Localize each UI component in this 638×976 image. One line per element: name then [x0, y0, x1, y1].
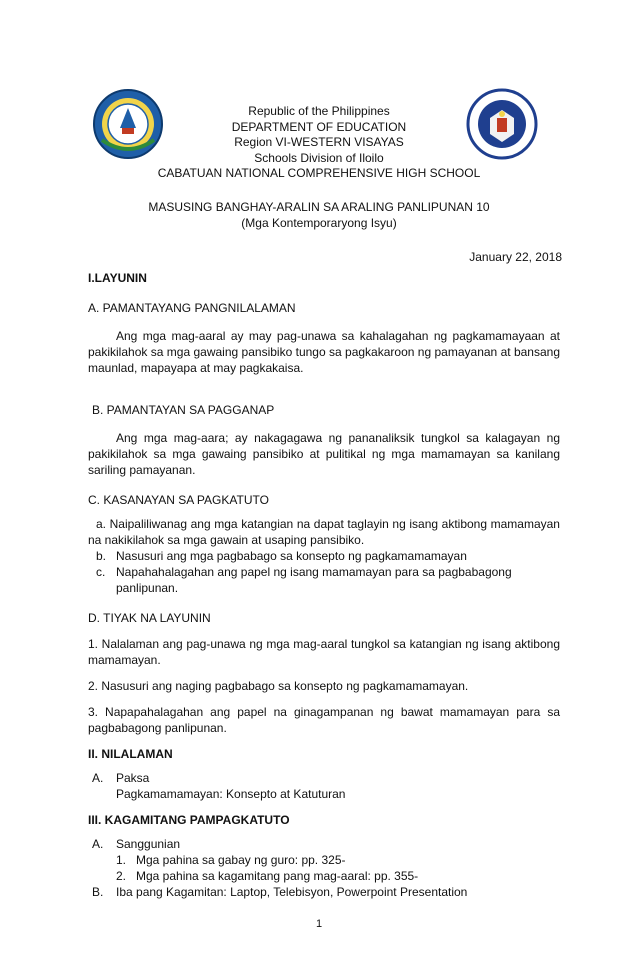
- sanggunian-content: [116, 836, 418, 884]
- list-text: Naipaliliwanag ang mga katangian na dapat taglayin ng isang aktibong mamamayan na nakikilahok sa mga gawain at usaping pansibiko.: [88, 517, 560, 547]
- list-marker: 2.: [116, 869, 127, 883]
- subsection-b-text: Ang mga mag-aara; ay nakagagawa ng pananaliksik tungkol sa kalagayan ng pakikilahok sa mga gawaing pansibiko at pulitikal ng mga mamamayan sa kanilang sariling pamayanan.: [88, 431, 560, 477]
- list-text: Iba pang Kagamitan: Laptop, Telebisyon, Powerpoint Presentation: [116, 885, 468, 899]
- subsection-a-heading: A. PAMANTAYANG PANGNILALAMAN: [88, 301, 296, 315]
- header-department: DEPARTMENT OF EDUCATION: [231, 119, 407, 134]
- list-marker: A.: [92, 837, 104, 851]
- list-marker: A.: [92, 771, 104, 785]
- layunin-item-2: 2. Nasusuri ang naging pagbabago sa konsepto ng pagkamamamayan.: [88, 679, 469, 693]
- subsection-b-heading: B. PAMANTAYAN SA PAGGANAP: [92, 403, 275, 417]
- kasanayan-item: [96, 564, 560, 596]
- list-text: Nasusuri ang mga pagbabago sa konsepto ng pagkamamamayan: [116, 549, 467, 563]
- list-text: Mga pahina sa gabay ng guro: pp. 325-: [136, 853, 346, 867]
- page-number: 1: [315, 918, 323, 930]
- list-marker: b.: [96, 549, 107, 563]
- document-title: [0, 200, 638, 231]
- section-layunin-heading: I.LAYUNIN: [88, 271, 147, 285]
- paksa-item: [92, 770, 560, 802]
- title-main: MASUSING BANGHAY-ARALIN SA ARALING PANLIPUNAN 10: [148, 200, 490, 214]
- sanggunian-item: [92, 836, 560, 884]
- paksa-content: [116, 770, 345, 802]
- header-school: CABATUAN NATIONAL COMPREHENSIVE HIGH SCHOOL: [157, 166, 481, 180]
- header-division: Schools Division of Iloilo: [254, 150, 384, 165]
- list-text: Napahahalagahan ang papel ng isang mamamayan para sa pagbabagong panlipunan.: [116, 565, 512, 595]
- header-region: Region VI-WESTERN VISAYAS: [234, 135, 404, 149]
- kasanayan-item: [88, 516, 560, 548]
- kasanayan-list: [88, 516, 560, 596]
- sanggunian-label: Sanggunian: [116, 837, 181, 851]
- subsection-a-text: Ang mga mag-aaral ay may pag-unawa sa kahalagahan ng pagkamamayaan at pakikilahok sa mga gawaing pansibiko tungo sa pagkakaroon ng pamayanan at bansang maunlad, mapayapa at may pagkakaisa.: [88, 329, 560, 375]
- list-text: Mga pahina sa kagamitang pang mag-aaral: pp. 355-: [136, 869, 419, 883]
- list-marker: B.: [92, 885, 104, 899]
- iba-pang-kagamitan-item: [92, 884, 560, 900]
- subsection-c-heading: C. KASANAYAN SA PAGKATUTO: [88, 493, 269, 507]
- sanggunian-subitem: [116, 852, 418, 868]
- sanggunian-subitem: [116, 868, 418, 884]
- header-republic: Republic of the Philippines: [248, 104, 390, 118]
- document-date: January 22, 2018: [469, 250, 562, 264]
- kasanayan-item: [96, 548, 560, 564]
- section-kagamitan-heading: III. KAGAMITANG PAMPAGKATUTO: [88, 813, 290, 827]
- paksa-label: Paksa: [116, 771, 150, 785]
- section-nilalaman-heading: II. NILALAMAN: [88, 747, 173, 761]
- title-sub: (Mga Kontemporaryong Isyu): [241, 215, 397, 230]
- subsection-d-heading: D. TIYAK NA LAYUNIN: [88, 611, 211, 625]
- layunin-item-3: 3. Napapahalagahan ang papel na ginagampanan ng bawat mamamayan para sa pagbabagong panlipunan.: [88, 705, 560, 735]
- list-marker: c.: [96, 565, 106, 579]
- list-marker: a.: [96, 517, 107, 531]
- list-marker: 1.: [116, 853, 127, 867]
- lesson-body: [88, 270, 560, 900]
- paksa-value: Pagkamamamayan: Konsepto at Katuturan: [116, 787, 346, 801]
- letterhead: [0, 104, 638, 182]
- layunin-item-1: 1. Nalalaman ang pag-unawa ng mga mag-aaral tungkol sa katangian ng isang aktibong mamamayan.: [88, 637, 560, 667]
